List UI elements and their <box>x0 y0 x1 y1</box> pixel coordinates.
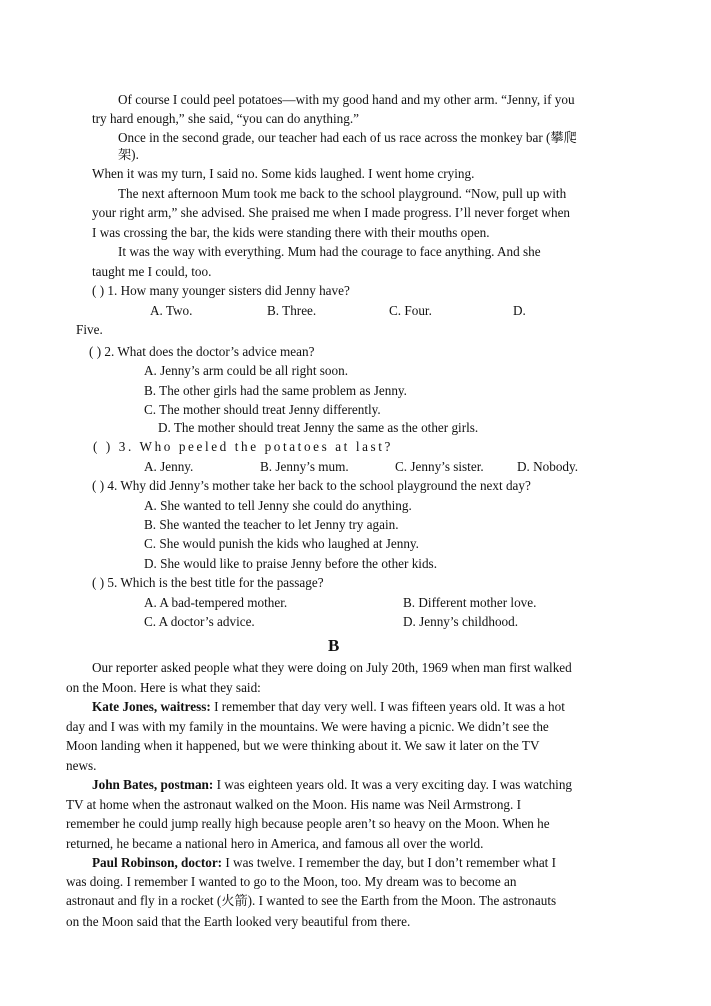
paul-robinson-line-2: was doing. I remember I wanted to go to the Moon, too. My dream was to become an <box>66 874 517 889</box>
question-1-option-d-continuation: Five. <box>76 322 103 337</box>
question-5-option-d: D. Jenny’s childhood. <box>403 614 519 629</box>
speaker-name-paul-robinson: Paul Robinson, doctor: <box>92 855 223 870</box>
speaker-name-john-bates: John Bates, postman: <box>92 777 214 792</box>
question-2-option-d: D. The mother should treat Jenny the same as the other girls. <box>158 420 479 435</box>
passage-a-line-7: your right arm,” she advised. She praised me when I made progress. I’ll never forget when <box>92 205 571 220</box>
question-1-option-a: A. Two. <box>150 303 193 318</box>
paul-robinson-text-1: I was twelve. I remember the day, but I don’t remember what I <box>222 855 557 870</box>
question-4-option-a: A. She wanted to tell Jenny she could do anything. <box>144 498 412 513</box>
john-bates-line-4: returned, he became a national hero in America, and famous all over the world. <box>66 836 484 851</box>
question-1-option-c: C. Four. <box>389 303 432 318</box>
kate-jones-line-4: news. <box>66 758 97 773</box>
john-bates-line-3: remember he could jump really high because people aren’t so heavy on the Moon. When he <box>66 816 550 831</box>
john-bates-line-2: TV at home when the astronaut walked on the Moon. His name was Neil Armstrong. I <box>66 797 522 812</box>
question-4-option-b: B. She wanted the teacher to let Jenny try again. <box>144 517 399 532</box>
passage-a-line-6: The next afternoon Mum took me back to the school playground. “Now, pull up with <box>118 186 567 201</box>
question-1-option-b: B. Three. <box>267 303 317 318</box>
question-4-option-c: C. She would punish the kids who laughed at Jenny. <box>144 536 419 551</box>
passage-a-line-2: try hard enough,” she said, “you can do anything.” <box>92 111 359 126</box>
paul-robinson-line-4: on the Moon said that the Earth looked very beautiful from there. <box>66 914 411 929</box>
question-5-stem: ( ) 5. Which is the best title for the passage? <box>92 575 324 590</box>
passage-a-line-8: I was crossing the bar, the kids were standing there with their mouths open. <box>92 225 490 240</box>
passage-a-line-9: It was the way with everything. Mum had the courage to face anything. And she <box>118 244 541 259</box>
question-1-option-d: D. <box>513 303 526 318</box>
john-bates-line-1 <box>92 776 572 793</box>
passage-a-line-10: taught me I could, too. <box>92 264 212 279</box>
question-2-option-b: B. The other girls had the same problem as Jenny. <box>144 383 407 398</box>
question-5-option-b: B. Different mother love. <box>403 595 537 610</box>
question-4-option-d: D. She would like to praise Jenny before the other kids. <box>144 556 437 571</box>
section-b-heading: B <box>328 636 340 655</box>
kate-jones-line-3: Moon landing when it happened, but we were thinking about it. We saw it later on the TV <box>66 738 540 753</box>
question-3-option-c: C. Jenny’s sister. <box>395 459 484 474</box>
question-3-option-a: A. Jenny. <box>144 459 194 474</box>
speaker-name-kate-jones: Kate Jones, waitress: <box>92 699 211 714</box>
question-3-option-d: D. Nobody. <box>517 459 579 474</box>
passage-a-line-3: Once in the second grade, our teacher had each of us race across the monkey bar (攀爬 <box>118 130 577 145</box>
paul-robinson-line-3: astronaut and fly in a rocket (火箭). I wanted to see the Earth from the Moon. The astronauts <box>66 893 557 908</box>
kate-jones-line-2: day and I was with my family in the mountains. We were having a picnic. We didn’t see the <box>66 719 549 734</box>
question-5-option-a: A. A bad-tempered mother. <box>144 595 288 610</box>
question-3-option-b: B. Jenny’s mum. <box>260 459 349 474</box>
kate-jones-line-1 <box>92 698 565 715</box>
question-4-stem: ( ) 4. Why did Jenny’s mother take her back to the school playground the next day? <box>92 478 531 493</box>
question-2-option-c: C. The mother should treat Jenny differently. <box>144 402 381 417</box>
passage-a-line-5: When it was my turn, I said no. Some kids laughed. I went home crying. <box>92 166 475 181</box>
question-3-stem: ( ) 3. Who peeled the potatoes at last? <box>93 439 393 454</box>
question-5-option-c: C. A doctor’s advice. <box>144 614 255 629</box>
section-b-intro-line-2: on the Moon. Here is what they said: <box>66 680 261 695</box>
question-2-option-a: A. Jenny’s arm could be all right soon. <box>144 363 349 378</box>
kate-jones-text-1: I remember that day very well. I was fifteen years old. It was a hot <box>210 699 565 714</box>
question-1-stem: ( ) 1. How many younger sisters did Jenny have? <box>92 283 350 298</box>
paul-robinson-line-1 <box>92 854 556 871</box>
john-bates-text-1: I was eighteen years old. It was a very exciting day. I was watching <box>213 777 573 792</box>
passage-a-line-1: Of course I could peel potatoes—with my good hand and my other arm. “Jenny, if you <box>118 92 575 107</box>
section-b-intro-line-1: Our reporter asked people what they were doing on July 20th, 1969 when man first walked <box>92 660 572 675</box>
passage-a-line-4: 架). <box>118 147 139 162</box>
question-2-stem: ( ) 2. What does the doctor’s advice mean? <box>89 344 315 359</box>
